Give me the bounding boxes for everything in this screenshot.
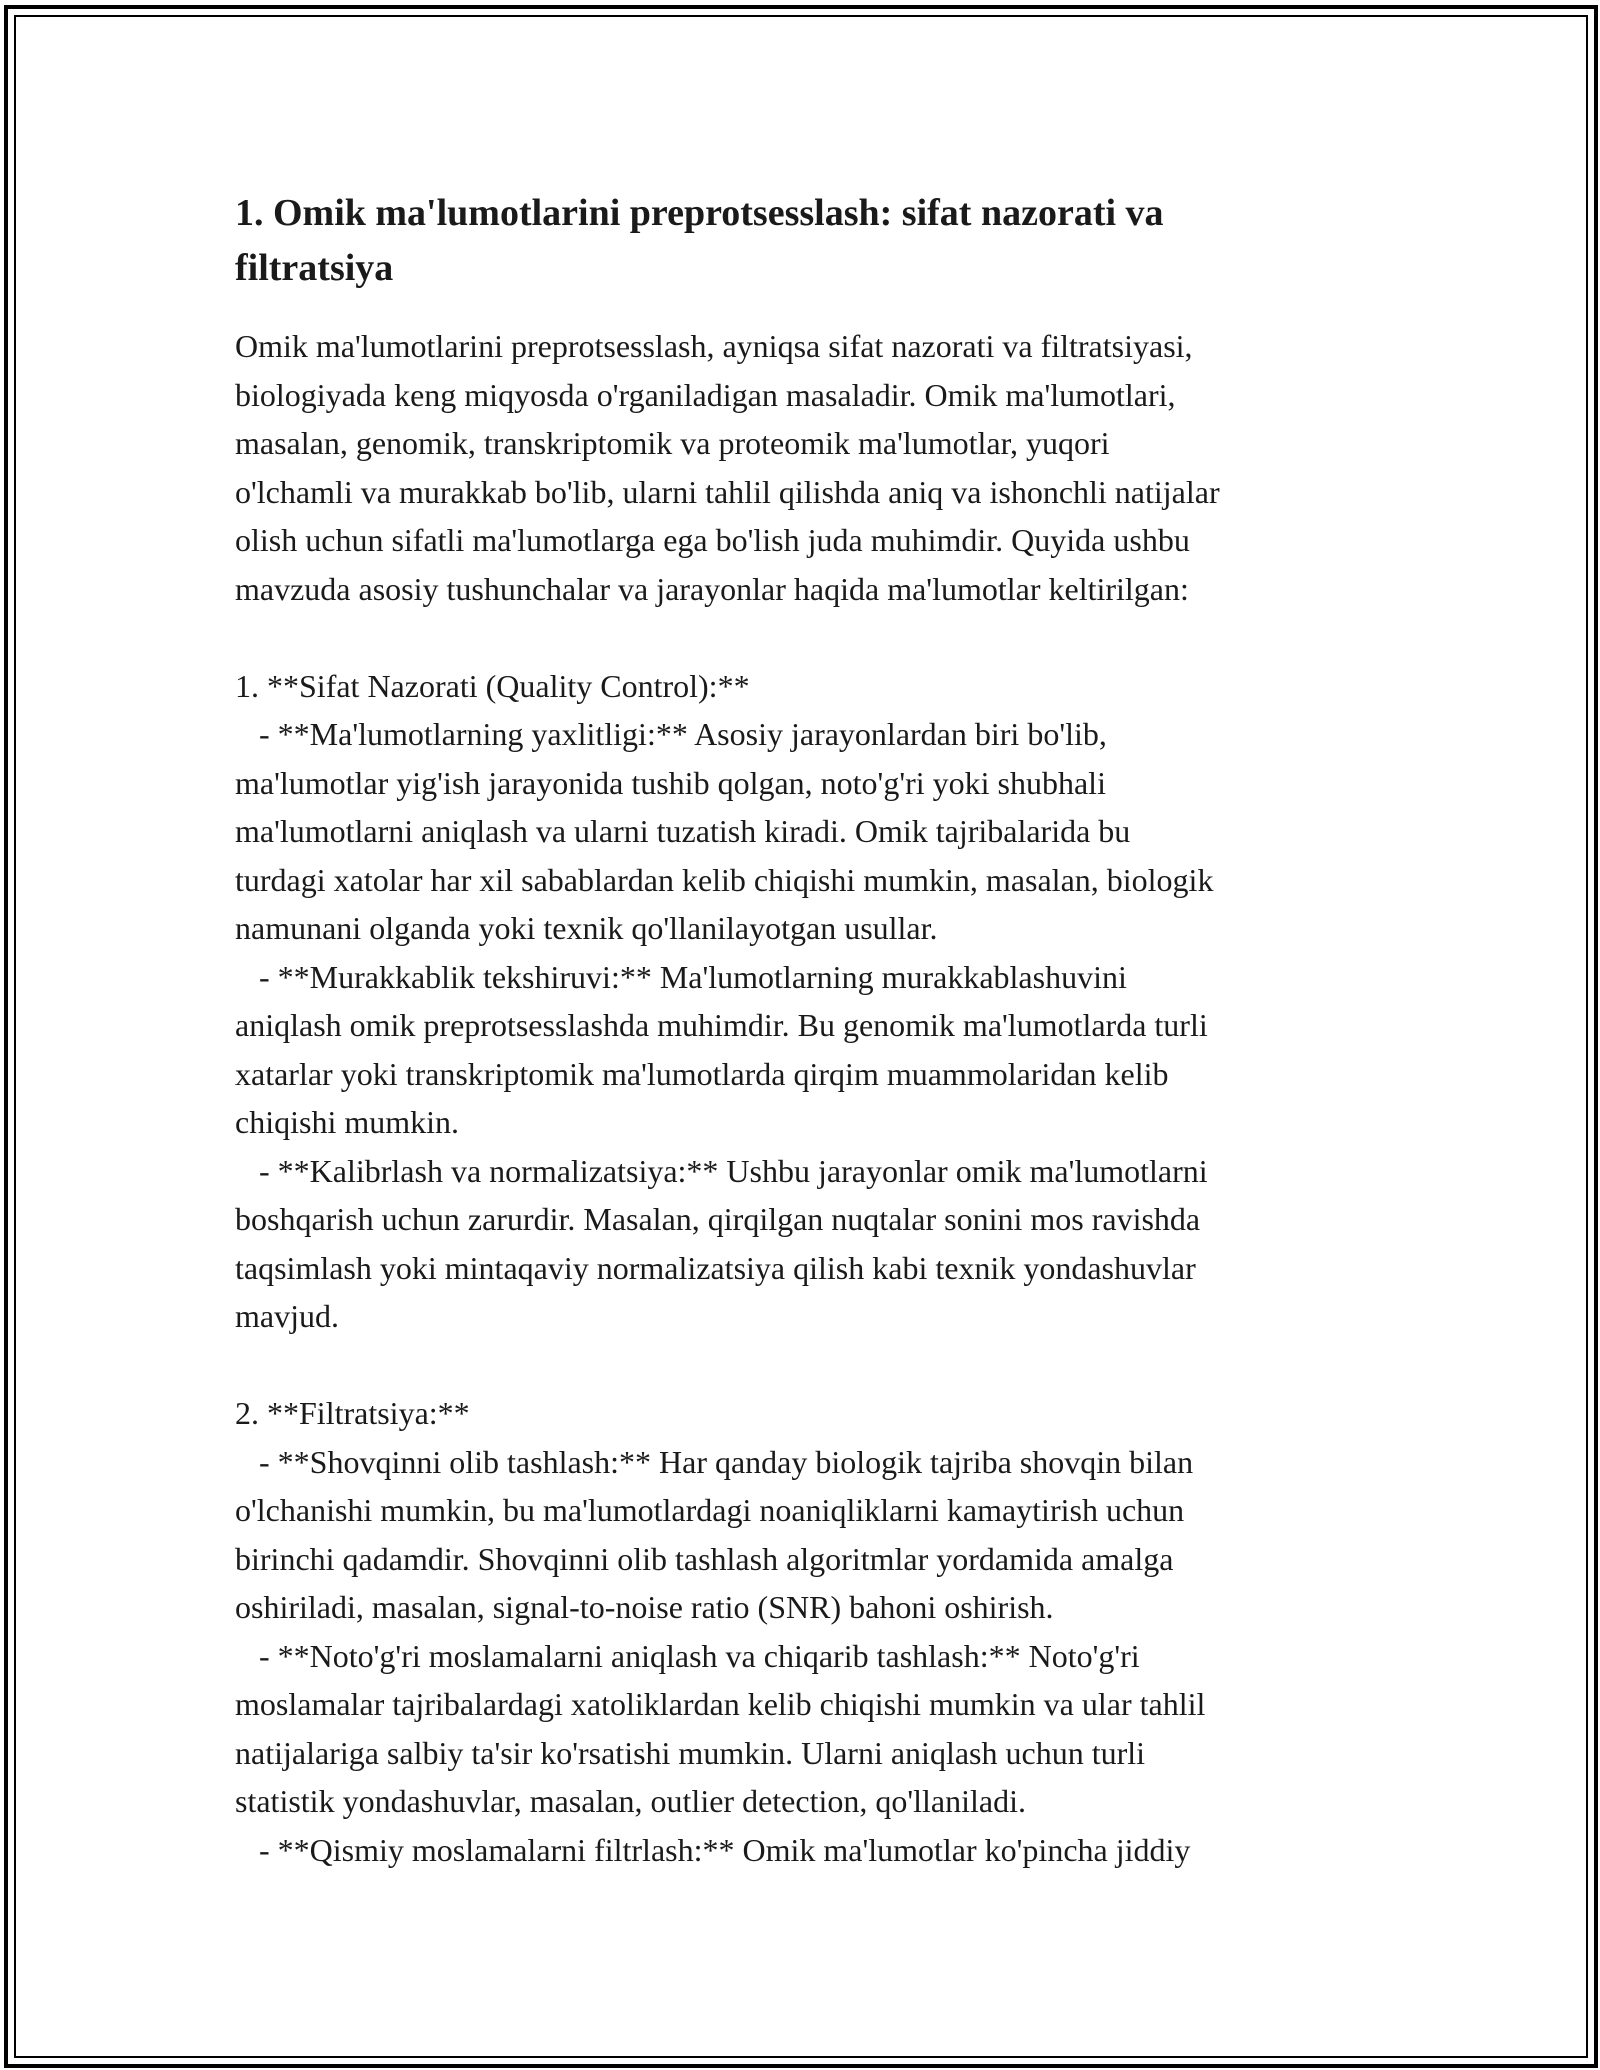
document-body: Omik ma'lumotlarini preprotsesslash, ayniqsa sifat nazorati va filtratsiyasi, biologiyada keng miqyosda o'rganiladigan masaladir. Omik ma'lumotlari, masalan, genomik, transkriptomik va proteomik ma'lumotlar, yuqori o'lchamli va murakkab bo'lib, ularni tahlil qilishda aniq va ishonchli natijalar olish uchun sifatli ma'lumotlarga ega bo'lish juda muhimdir. Quyida ushbu mavzuda asosiy tushunchalar va jarayonlar haqida ma'lumotlar keltirilgan: 1. **Sifat Nazorati (Quality Control):** - **Ma'lumotlarning yaxlitligi:** Asosiy jarayonlardan biri bo'lib, ma'lumotlar yig'ish jarayonida tushib qolgan, noto'g'ri yoki shubhali ma'lumotlarni aniqlash va ularni tuzatish kiradi. Omik tajribalarida bu turdagi xatolar har xil sabablardan kelib chiqishi mumkin, masalan, biologik namunani olganda yoki texnik qo'llanilayotgan usullar. - **Murakkablik tekshiruvi:** Ma'lumotlarning murakkablashuvini aniqlash omik preprotsesslashda muhimdir. Bu genomik ma'lumotlarda turli xatarlar yoki transkriptomik ma'lumotlarda qirqim muammolaridan kelib chiqishi mumkin. - **Kalibrlash va normalizatsiya:** Ushbu jarayonlar omik ma'lumotlarni boshqarish uchun zarurdir. Masalan, qirqilgan nuqtalar sonini mos ravishda taqsimlash yoki mintaqaviy normalizatsiya qilish kabi texnik yondashuvlar mavjud. 2. **Filtratsiya:** - **Shovqinni olib tashlash:** Har qanday biologik tajriba shovqin bilan o'lchanishi mumkin, bu ma'lumotlardagi noaniqliklarni kamaytirish uchun birinchi qadamdir. Shovqinni olib tashlash algoritmlar yordamida amalga oshiriladi, masalan, signal-to-noise ratio (SNR) bahoni oshirish. - **Noto'g'ri moslamalarni aniqlash va chiqarib tashlash:** Noto'g'ri moslamalar tajribalardagi xatoliklardan kelib chiqishi mumkin va ular tahlil natijalariga salbiy ta'sir ko'rsatishi mumkin. Ularni aniqlash uchun turli statistik yondashuvlar, masalan, outlier detection, qo'llaniladi. - **Qismiy moslamalarni filtrlash:** Omik ma'lumotlar ko'pincha jiddiy [235,328,1220,1868]
document-title: 1. Omik ma'lumotlarini preprotsesslash: sifat nazorati va filtratsiya [235,192,1164,289]
document-content [235,186,1385,1874]
